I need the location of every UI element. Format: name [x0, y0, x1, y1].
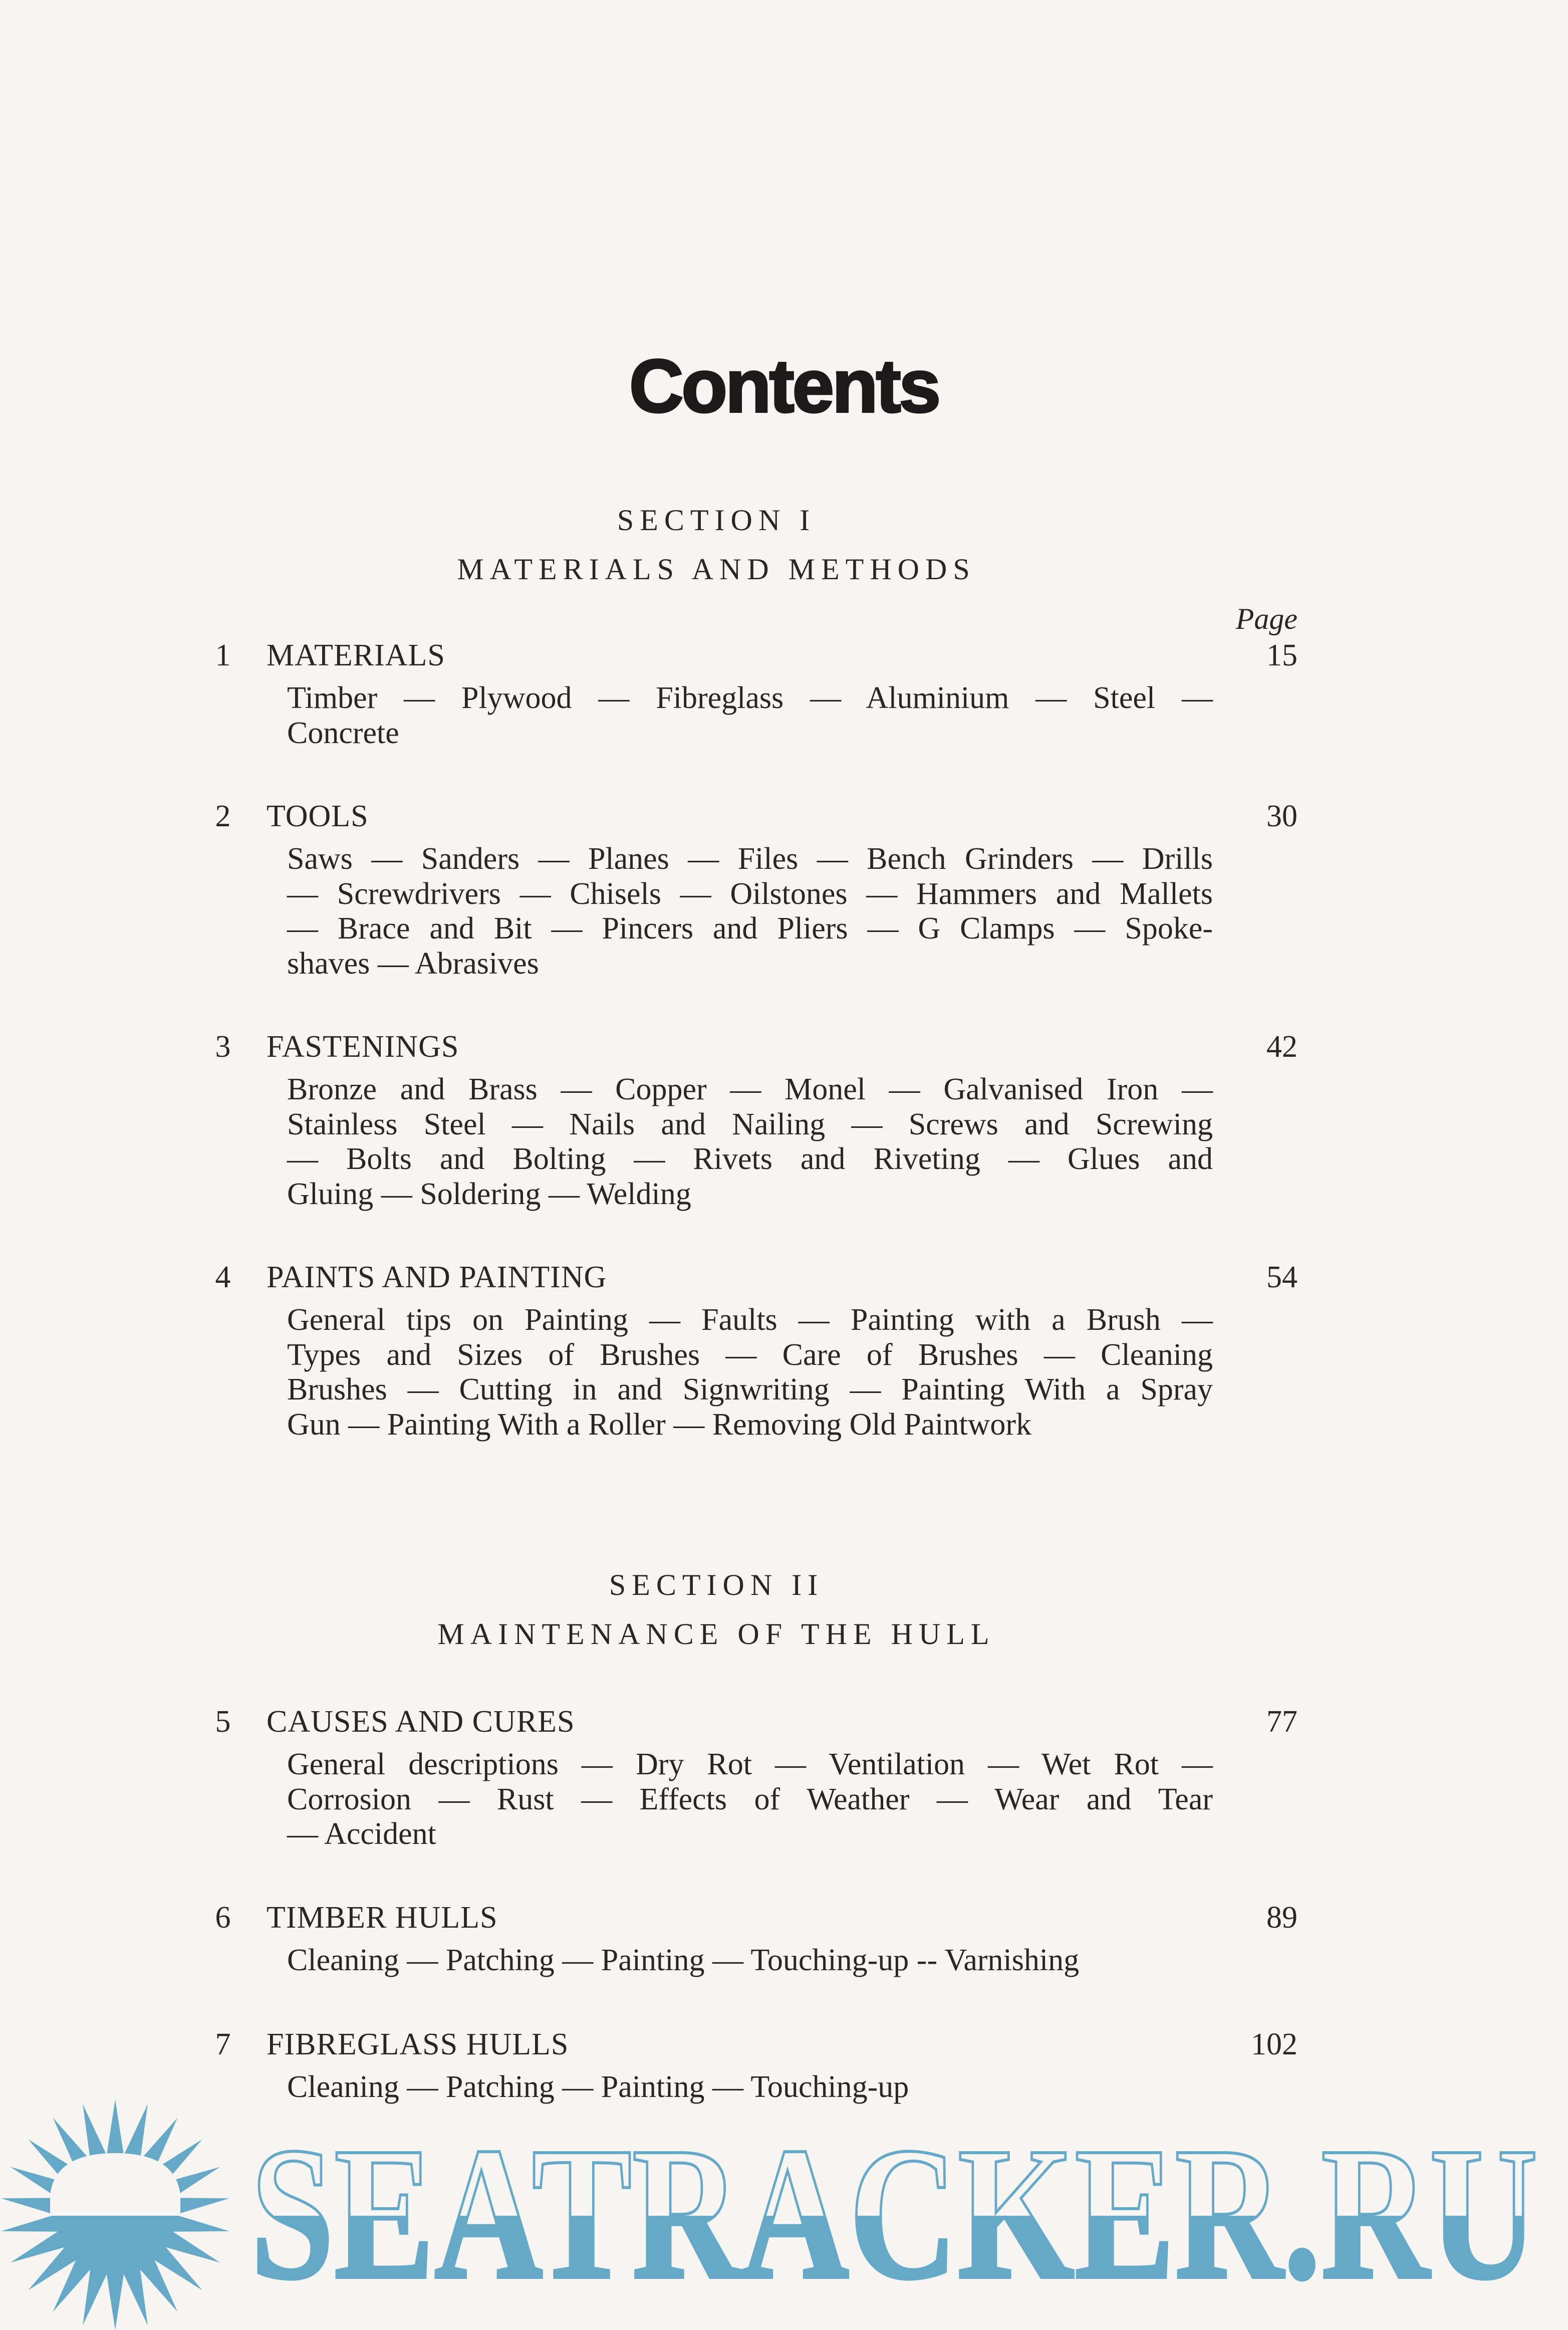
- topic-line: — Accident: [287, 1817, 436, 1851]
- chapter-topics: [287, 1303, 1213, 1442]
- page-column-label: Page: [1235, 602, 1297, 635]
- watermark: [0, 2094, 1568, 2330]
- chapter-title: PAINTS AND PAINTING: [267, 1260, 607, 1294]
- entry-heading: [210, 1900, 1297, 1935]
- chapter-number: 2: [215, 799, 231, 833]
- toc-entry: [210, 1704, 1297, 1852]
- chapter-title: FASTENINGS: [267, 1030, 459, 1064]
- entry-heading: [210, 1029, 1297, 1064]
- entry-heading: [210, 638, 1297, 673]
- page-number: 102: [1251, 2027, 1297, 2061]
- chapter-number: 7: [215, 2027, 231, 2061]
- topic-line: Gun — Painting With a Roller — Removing Old Paintwork: [287, 1407, 1032, 1442]
- page-number: 54: [1266, 1260, 1297, 1294]
- topic-line: Brushes — Cutting in and Signwriting — Painting With a Spray: [287, 1372, 1213, 1407]
- topic-line: Corrosion — Rust — Effects of Weather — Wear and Tear: [287, 1782, 1213, 1816]
- chapter-number: 1: [215, 638, 231, 672]
- chapter-number: 6: [215, 1901, 231, 1935]
- entry-heading: [210, 799, 1297, 834]
- topic-line: — Brace and Bit — Pincers and Pliers — G Clamps — Spoke-: [287, 911, 1213, 946]
- topic-line: Bronze and Brass — Copper — Monel — Galvanised Iron —: [287, 1072, 1213, 1106]
- topic-line: Concrete: [287, 716, 399, 750]
- section-2-heading: SECTION II: [609, 1568, 824, 1601]
- sun-icon: [1, 2100, 229, 2330]
- section-1-heading: SECTION I: [617, 504, 816, 537]
- chapter-topics: [287, 1072, 1213, 1212]
- chapter-title: TOOLS: [267, 799, 369, 833]
- chapter-title: FIBREGLASS HULLS: [267, 2027, 569, 2061]
- topic-line: Gluing — Soldering — Welding: [287, 1177, 691, 1211]
- chapter-title: CAUSES AND CURES: [267, 1705, 575, 1739]
- topic-line: Timber — Plywood — Fibreglass — Aluminium — Steel —: [287, 681, 1213, 715]
- chapter-number: 4: [215, 1260, 231, 1294]
- topic-line: Saws — Sanders — Planes — Files — Bench Grinders — Drills: [287, 842, 1213, 876]
- toc-entry: [210, 1029, 1297, 1212]
- toc-entry: [210, 1260, 1297, 1442]
- page-number: 89: [1266, 1901, 1297, 1935]
- chapter-number: 3: [215, 1030, 231, 1064]
- section-1-subheading: MATERIALS AND METHODS: [457, 553, 976, 586]
- chapter-title: MATERIALS: [267, 638, 445, 672]
- topic-line: — Bolts and Bolting — Rivets and Riveting — Glues and: [287, 1142, 1213, 1176]
- chapter-topics: [287, 1943, 1213, 1978]
- topic-line: Cleaning — Patching — Painting — Touching-up -- Varnishing: [287, 1943, 1080, 1977]
- topic-line: General tips on Painting — Faults — Painting with a Brush —: [287, 1303, 1213, 1337]
- topic-line: Cleaning — Patching — Painting — Touching-up: [287, 2070, 909, 2104]
- topic-line: shaves — Abrasives: [287, 946, 539, 981]
- topic-line: Stainless Steel — Nails and Nailing — Screws and Screwing: [287, 1107, 1213, 1141]
- entry-heading: [210, 2027, 1297, 2062]
- chapter-number: 5: [215, 1705, 231, 1739]
- topic-line: — Screwdrivers — Chisels — Oilstones — Hammers and Mallets: [287, 876, 1213, 911]
- page-title: Contents: [629, 344, 939, 428]
- toc-entry: [210, 1900, 1297, 1978]
- page-number: 30: [1266, 799, 1297, 833]
- toc-entry: [210, 2027, 1297, 2105]
- page-number: 42: [1266, 1030, 1297, 1064]
- watermark-text: SEATRACKER.RU: [250, 2108, 1538, 2319]
- entry-heading: [210, 1704, 1297, 1739]
- chapter-topics: [287, 681, 1213, 751]
- chapter-topics: [287, 1747, 1213, 1852]
- topic-line: Types and Sizes of Brushes — Care of Brushes — Cleaning: [287, 1337, 1213, 1372]
- chapter-topics: [287, 842, 1213, 981]
- toc-entry: [210, 638, 1297, 751]
- topic-line: General descriptions — Dry Rot — Ventilation — Wet Rot —: [287, 1747, 1213, 1781]
- toc-entry: [210, 799, 1297, 981]
- entry-heading: [210, 1260, 1297, 1295]
- section-2-subheading: MAINTENANCE OF THE HULL: [437, 1617, 995, 1651]
- chapter-title: TIMBER HULLS: [267, 1901, 498, 1935]
- page-number: 15: [1266, 638, 1297, 672]
- page-number: 77: [1266, 1705, 1297, 1739]
